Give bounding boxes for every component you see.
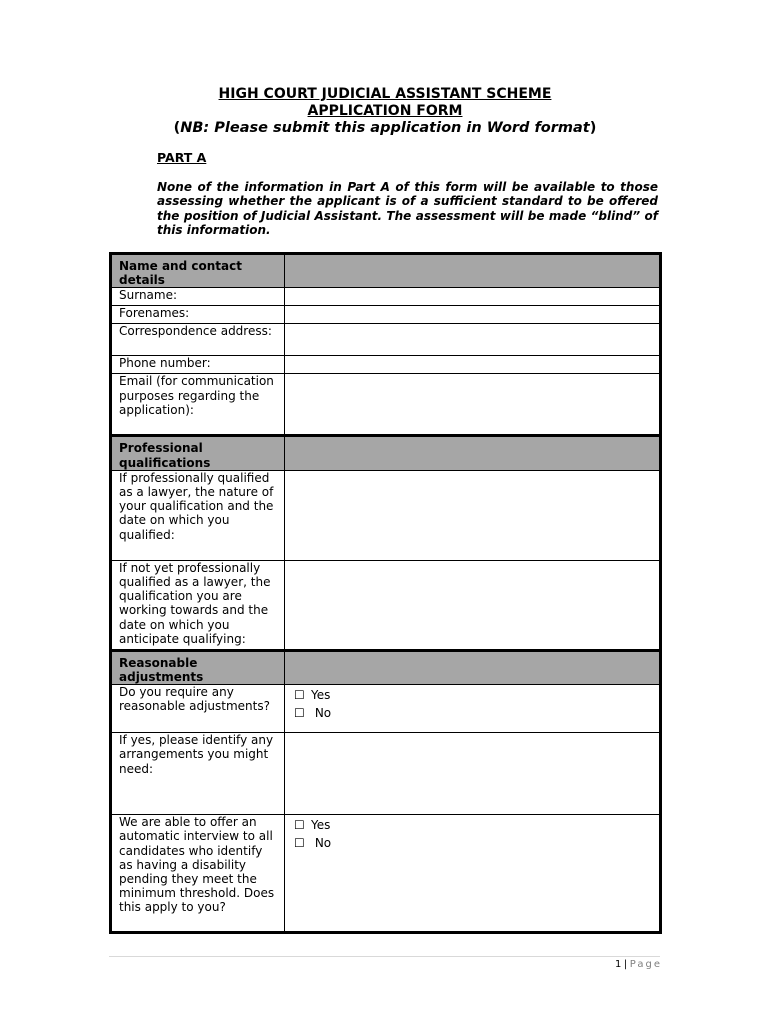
no-option[interactable]: ☐ No bbox=[294, 836, 332, 851]
checkbox-icon[interactable]: ☐ bbox=[294, 706, 305, 721]
table-row bbox=[111, 374, 661, 436]
address-label: Correspondence address: bbox=[111, 324, 285, 356]
forenames-label: Forenames: bbox=[111, 306, 285, 324]
checkbox-icon[interactable]: ☐ bbox=[294, 688, 305, 703]
forenames-field[interactable] bbox=[285, 306, 661, 324]
page-footer: 1 | Page bbox=[615, 959, 662, 970]
submission-note-text: NB: Please submit this application in Word format bbox=[180, 120, 590, 136]
arrangements-label: If yes, please identify any arrangements you might need: bbox=[111, 733, 285, 815]
section-header-blank bbox=[285, 650, 661, 684]
qualified-label: If professionally qualified as a lawyer, the nature of your qualification and the date on which you qualified: bbox=[111, 470, 285, 560]
interview-label: We are able to offer an automatic interview to all candidates who identify as having a disability pending they meet the minimum threshold. Does this apply to you? bbox=[111, 815, 285, 933]
table-row bbox=[111, 356, 661, 374]
section-header-blank bbox=[285, 254, 661, 288]
phone-field[interactable] bbox=[285, 356, 661, 374]
section-header-blank bbox=[285, 436, 661, 470]
interview-options bbox=[285, 815, 661, 933]
not-qualified-field[interactable] bbox=[285, 560, 661, 650]
surname-label: Surname: bbox=[111, 288, 285, 306]
no-option[interactable]: ☐ No bbox=[294, 706, 332, 721]
checkbox-icon[interactable]: ☐ bbox=[294, 836, 305, 851]
part-label: PART A bbox=[157, 150, 207, 165]
table-row bbox=[111, 733, 661, 815]
surname-field[interactable] bbox=[285, 288, 661, 306]
yes-option[interactable]: ☐ Yes bbox=[294, 688, 331, 703]
section-heading: Name and contact details bbox=[111, 254, 285, 288]
page-word: Page bbox=[629, 959, 662, 970]
table-row bbox=[111, 306, 661, 324]
table-row bbox=[111, 470, 661, 560]
section-header-qualifications bbox=[111, 436, 661, 470]
table-row bbox=[111, 288, 661, 306]
section-heading: Professional qualifications bbox=[111, 436, 285, 470]
require-adjustments-label: Do you require any reasonable adjustments? bbox=[111, 685, 285, 733]
application-form-table bbox=[109, 252, 662, 934]
table-row bbox=[111, 560, 661, 650]
intro-paragraph: None of the information in Part A of this form will be available to those assessing whether the applicant is of a sufficient standard to be offered the position of Judicial Assistant. The assessment will be made “blind” of this information. bbox=[157, 180, 658, 237]
submission-note: (NB: Please submit this application in Word format) bbox=[173, 120, 597, 136]
section-heading: Reasonable adjustments bbox=[111, 650, 285, 684]
section-header-adjustments bbox=[111, 650, 661, 684]
table-row bbox=[111, 815, 661, 933]
require-adjustments-options bbox=[285, 685, 661, 733]
arrangements-field[interactable] bbox=[285, 733, 661, 815]
page-number: 1 bbox=[615, 959, 622, 970]
table-row bbox=[111, 685, 661, 733]
table-row bbox=[111, 324, 661, 356]
form-subtitle: APPLICATION FORM bbox=[307, 103, 463, 119]
qualified-field[interactable] bbox=[285, 470, 661, 560]
email-field[interactable] bbox=[285, 374, 661, 436]
checkbox-icon[interactable]: ☐ bbox=[294, 818, 305, 833]
yes-option[interactable]: ☐ Yes bbox=[294, 818, 331, 833]
section-header-contact bbox=[111, 254, 661, 288]
email-label: Email (for communication purposes regarding the application): bbox=[111, 374, 285, 436]
footer-divider bbox=[109, 956, 660, 957]
form-title: HIGH COURT JUDICIAL ASSISTANT SCHEME bbox=[218, 86, 552, 102]
phone-label: Phone number: bbox=[111, 356, 285, 374]
address-field[interactable] bbox=[285, 324, 661, 356]
not-qualified-label: If not yet professionally qualified as a lawyer, the qualification you are working towards and the date on which you anticipate qualifying: bbox=[111, 560, 285, 650]
